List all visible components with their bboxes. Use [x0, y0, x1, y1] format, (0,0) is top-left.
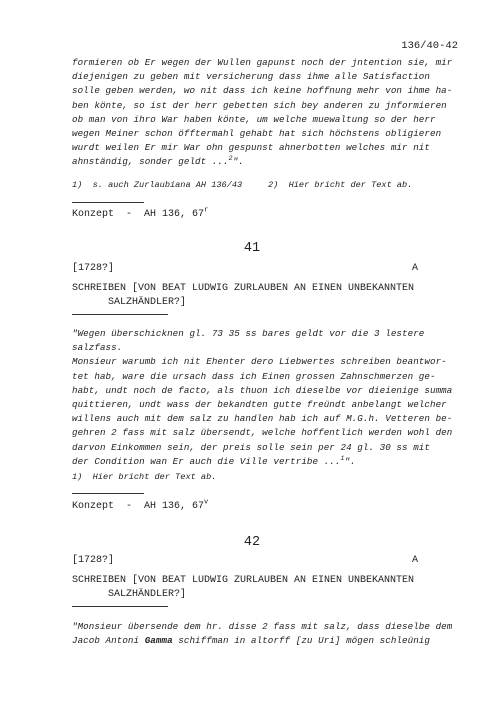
text-line: gehren 2 fass mit salz übersendt, welche hoffentlich werden wohl den: [72, 427, 453, 439]
source-label: Konzept - AH 136, 67: [72, 501, 205, 512]
person-name: Gamma: [144, 635, 173, 647]
page-reference: 136/40-42: [401, 40, 458, 52]
text-line: "Wegen überschicknen gl. 73 35 ss bares geldt vor die 3 lestere: [72, 328, 425, 339]
text-line: solle geben werden, wo nit dass ich keine hoffnung mehr von ihme ha-: [72, 85, 453, 97]
document-heading: [72, 574, 414, 601]
text-line: wurdt weilen Er mir War ohn gespunst ahnerbotten welches mir nit: [72, 142, 430, 154]
footnote-marker: 1: [340, 454, 345, 462]
footnotes: 1) s. auch Zurlaubiana AH 136/43 2) Hier bricht der Text ab.: [72, 180, 413, 190]
text-fragment: ahnständig, sonder geldt ...: [72, 156, 229, 168]
quote-end: ".: [344, 455, 356, 467]
divider: [72, 493, 144, 494]
text-line: wegen Meiner schon öfftermahl gehabt hat sich höchstens obligieren: [72, 128, 442, 140]
text-line: ob man von ihro War haben könte, um welche muewaltung so der herr: [72, 113, 436, 125]
document-number: 41: [243, 241, 261, 256]
document-letter: A: [412, 555, 419, 566]
quote-end: ".: [232, 156, 244, 168]
heading-line: SCHREIBEN [VON BEAT LUDWIG ZURLAUBEN AN EINEN UNBEKANNTEN: [72, 283, 415, 294]
text-line: salzfass.: [72, 342, 123, 354]
footnote: 1) Hier bricht der Text ab.: [72, 472, 217, 482]
text-line: [72, 634, 468, 648]
document-text: [72, 327, 468, 469]
text-line: "Monsieur übersende dem hr. disse 2 fass mit salz, dass dieselbe dem: [72, 621, 453, 632]
source-reference: [72, 498, 209, 512]
text-line: habt, undt noch de facto, als thuon ich dieselbe vor dieienige summa: [72, 384, 453, 396]
document-text: [72, 620, 468, 648]
divider: [72, 314, 168, 315]
footnote-marker: 2: [228, 155, 233, 163]
text-line: tet hab, ware die ursach dass ich Einen grossen Zahnschmerzen ge-: [72, 370, 436, 382]
text-line: darvon Einkommen sein, der preis solle sein per 24 gl. 30 ss mit: [72, 441, 430, 453]
previous-document-text: [72, 56, 468, 170]
folio-marker: v: [204, 498, 209, 507]
text-line: willens auch mit dem salz zu handlen hab ich auf M.G.h. Vetteren be-: [72, 413, 453, 425]
document-heading: [72, 282, 414, 309]
heading-line: SCHREIBEN [VON BEAT LUDWIG ZURLAUBEN AN EINEN UNBEKANNTEN: [72, 575, 415, 586]
text-line: ben könte, so ist der herr gebetten sich bey anderen zu jnformieren: [72, 99, 447, 111]
heading-line: SALZHÄNDLER?]: [108, 296, 187, 308]
source-reference: [72, 206, 209, 220]
divider: [72, 606, 168, 607]
document-letter: A: [412, 263, 419, 274]
text-line: Monsieur warumb ich nit Ehenter dero Liebwertes schreiben beantwor-: [72, 356, 447, 368]
text-line: [72, 155, 468, 169]
text-fragment: der Condition wan Er auch die Ville vertribe ...: [72, 455, 341, 467]
text-line: quittieren, undt wass der bekandten gutte freündt anbelangt welcher: [72, 399, 447, 411]
text-line: diejenigen zu geben mit versicherung dass ihme alle Satisfaction: [72, 71, 430, 83]
document-date: [1728?]: [72, 263, 115, 274]
folio-marker: r: [204, 206, 209, 215]
divider: [72, 202, 144, 203]
heading-line: SALZHÄNDLER?]: [108, 588, 187, 600]
source-label: Konzept - AH 136, 67: [72, 209, 205, 220]
document-number: 42: [243, 535, 261, 550]
text-fragment: Jacob Antoni: [72, 635, 145, 647]
text-fragment: schiffman in altorff [zu Uri] mögen schleünig: [172, 635, 430, 647]
text-line: formieren ob Er wegen der Wullen gapunst noch der jntention sie, mir: [72, 57, 453, 68]
text-line: [72, 455, 468, 469]
document-date: [1728?]: [72, 555, 115, 566]
